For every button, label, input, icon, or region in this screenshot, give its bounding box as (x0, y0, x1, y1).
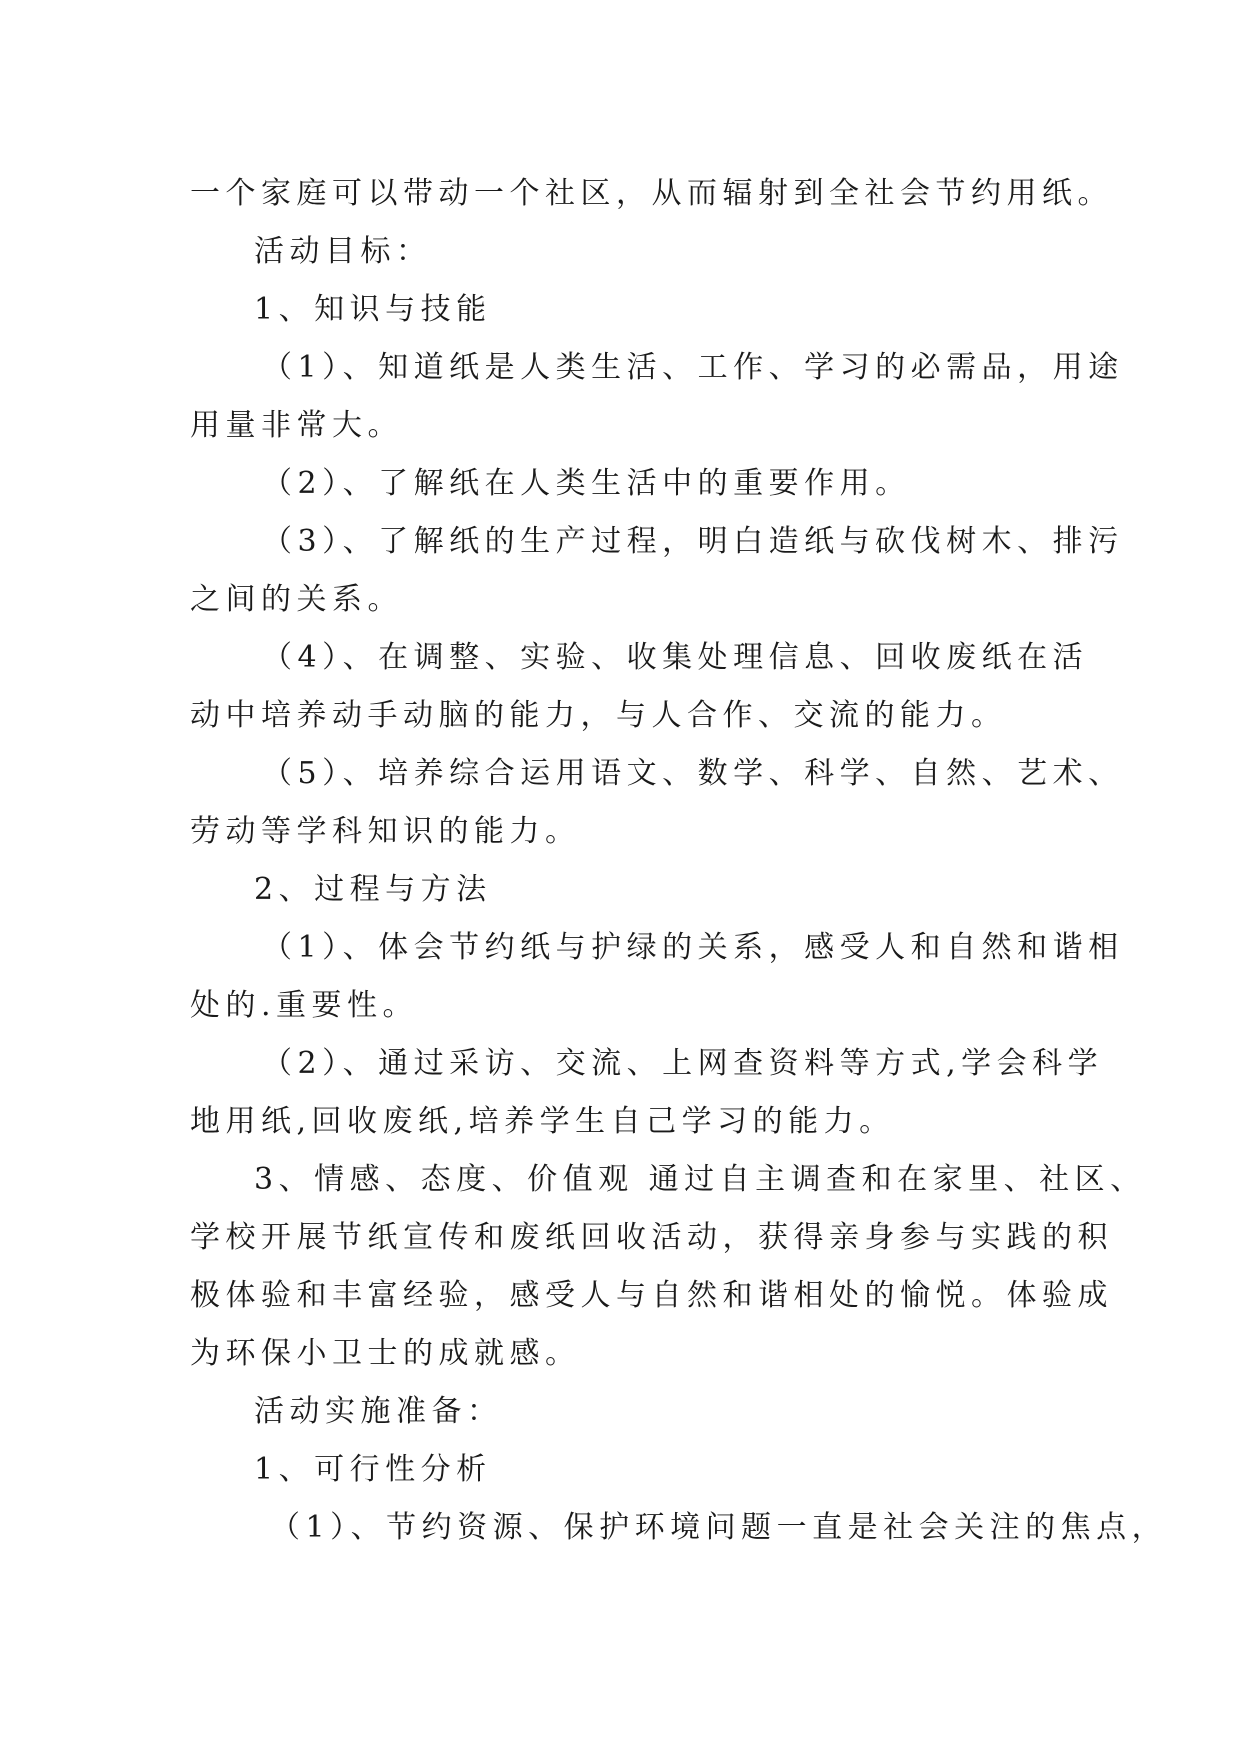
text-line-4: （1）、知道纸是人类生活、工作、学习的必需品，用途 (262, 350, 1124, 385)
subheading-feasibility-analysis: 1、可行性分析 (254, 1452, 492, 1487)
text-line-1: 一个家庭可以带动一个社区，从而辐射到全社会节约用纸。 (190, 176, 1113, 211)
subheading-knowledge-skills: 1、知识与技能 (254, 292, 492, 327)
subheading-emotion-attitude-values: 3、情感、态度、价值观 通过自主调查和在家里、社区、 (254, 1162, 1146, 1197)
text-line-9: （4）、在调整、实验、收集处理信息、回收废纸在活 (262, 640, 1089, 675)
text-line-19: 学校开展节纸宣传和废纸回收活动，获得亲身参与实践的积 (190, 1220, 1113, 1255)
text-line-17: 地用纸,回收废纸,培养学生自己学习的能力。 (190, 1104, 895, 1139)
text-line-10: 动中培养动手动脑的能力，与人合作、交流的能力。 (190, 698, 1007, 733)
text-line-24: （1）、节约资源、保护环境问题一直是社会关注的焦点， (270, 1510, 1168, 1545)
text-line-8: 之间的关系。 (190, 582, 403, 617)
text-line-20: 极体验和丰富经验，感受人与自然和谐相处的愉悦。体验成 (190, 1278, 1113, 1313)
text-line-12: 劳动等学科知识的能力。 (190, 814, 581, 849)
text-line-5: 用量非常大。 (190, 408, 403, 443)
subheading-process-methods: 2、过程与方法 (254, 872, 492, 907)
text-line-6: （2）、了解纸在人类生活中的重要作用。 (262, 466, 911, 501)
text-line-11: （5）、培养综合运用语文、数学、科学、自然、艺术、 (262, 756, 1124, 791)
text-line-16: （2）、通过采访、交流、上网查资料等方式,学会科学 (262, 1046, 1104, 1081)
text-line-15: 处的.重要性。 (190, 988, 419, 1023)
section-heading-implementation-prep: 活动实施准备： (254, 1394, 503, 1429)
section-heading-activity-goals: 活动目标： (254, 234, 432, 269)
text-line-7: （3）、了解纸的生产过程，明白造纸与砍伐树木、排污 (262, 524, 1124, 559)
text-line-21: 为环保小卫士的成就感。 (190, 1336, 581, 1371)
text-line-14: （1）、体会节约纸与护绿的关系，感受人和自然和谐相 (262, 930, 1124, 965)
